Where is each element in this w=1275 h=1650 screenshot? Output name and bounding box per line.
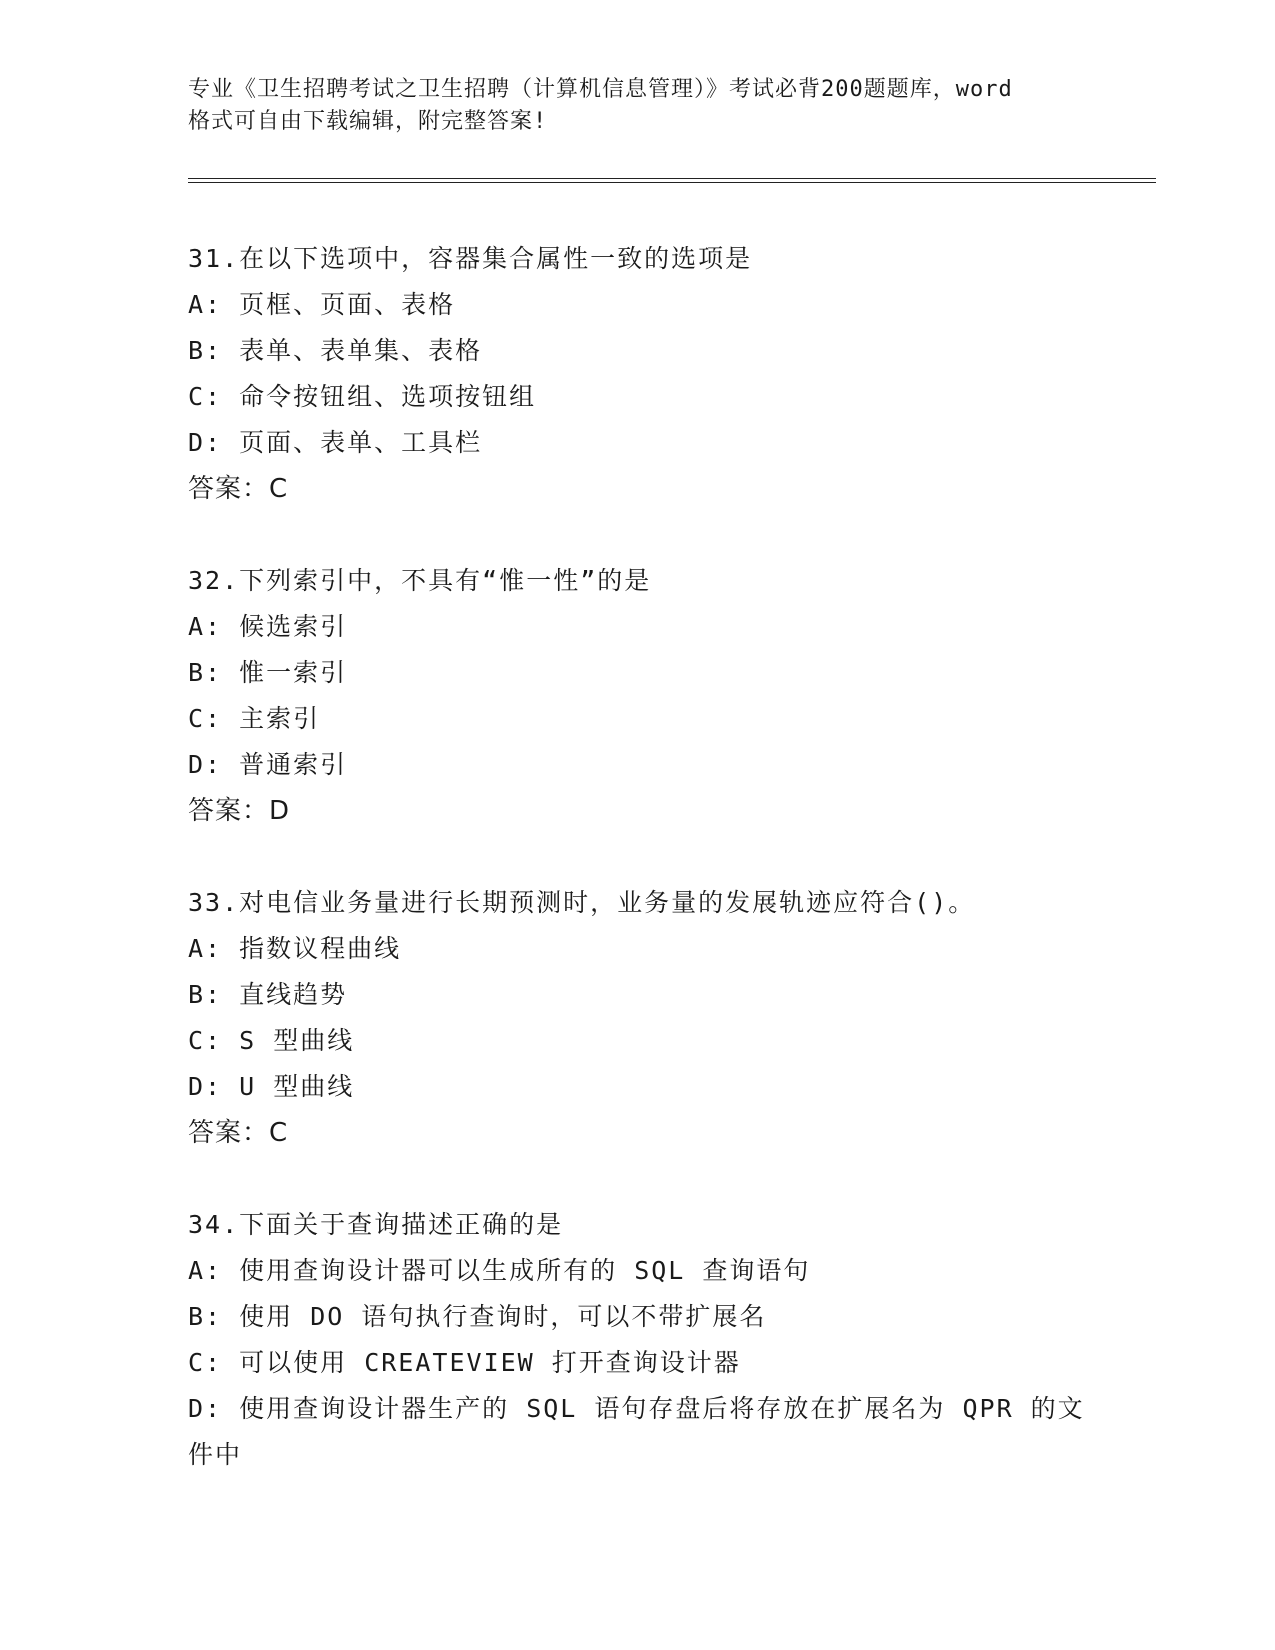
option-c: C: 主索引 (188, 704, 321, 733)
option-a: A: 指数议程曲线 (188, 934, 402, 963)
option-b: B: 使用 DO 语句执行查询时，可以不带扩展名 (188, 1302, 767, 1331)
header-line-1: 专业《卫生招聘考试之卫生招聘（计算机信息管理）》考试必背200题题库，word (188, 77, 1013, 102)
question-stem: 33.对电信业务量进行长期预测时，业务量的发展轨迹应符合()。 (188, 888, 976, 917)
option-d: D: 页面、表单、工具栏 (188, 428, 483, 457)
question-stem: 31.在以下选项中，容器集合属性一致的选项是 (188, 244, 753, 273)
question-stem: 34.下面关于查询描述正确的是 (188, 1210, 564, 1239)
option-b: B: 直线趋势 (188, 980, 348, 1009)
answer-line: 答案：C (188, 1118, 289, 1148)
header-divider-bottom (188, 182, 1156, 183)
question-34 (188, 1202, 1088, 1478)
option-c: C: S 型曲线 (188, 1026, 355, 1055)
answer-line: 答案：D (188, 796, 291, 826)
header-line-2: 格式可自由下载编辑，附完整答案! (188, 109, 548, 134)
question-31 (188, 236, 1088, 512)
option-c: C: 命令按钮组、选项按钮组 (188, 382, 537, 411)
option-a: A: 页框、页面、表格 (188, 290, 456, 319)
question-32 (188, 558, 1088, 834)
option-d: D: 普通索引 (188, 750, 348, 779)
question-stem: 32.下列索引中，不具有“惟一性”的是 (188, 566, 652, 595)
option-c: C: 可以使用 CREATEVIEW 打开查询设计器 (188, 1348, 741, 1377)
option-b: B: 表单、表单集、表格 (188, 336, 483, 365)
question-list (188, 236, 1088, 1524)
option-d: D: 使用查询设计器生产的 SQL 语句存盘后将存放在扩展名为 QPR 的文件中 (188, 1394, 1085, 1469)
answer-line: 答案：C (188, 474, 289, 504)
question-33 (188, 880, 1088, 1156)
option-a: A: 使用查询设计器可以生成所有的 SQL 查询语句 (188, 1256, 811, 1285)
header-divider-top (188, 178, 1156, 179)
option-b: B: 惟一索引 (188, 658, 348, 687)
document-header (188, 74, 1088, 138)
option-a: A: 候选索引 (188, 612, 348, 641)
option-d: D: U 型曲线 (188, 1072, 355, 1101)
